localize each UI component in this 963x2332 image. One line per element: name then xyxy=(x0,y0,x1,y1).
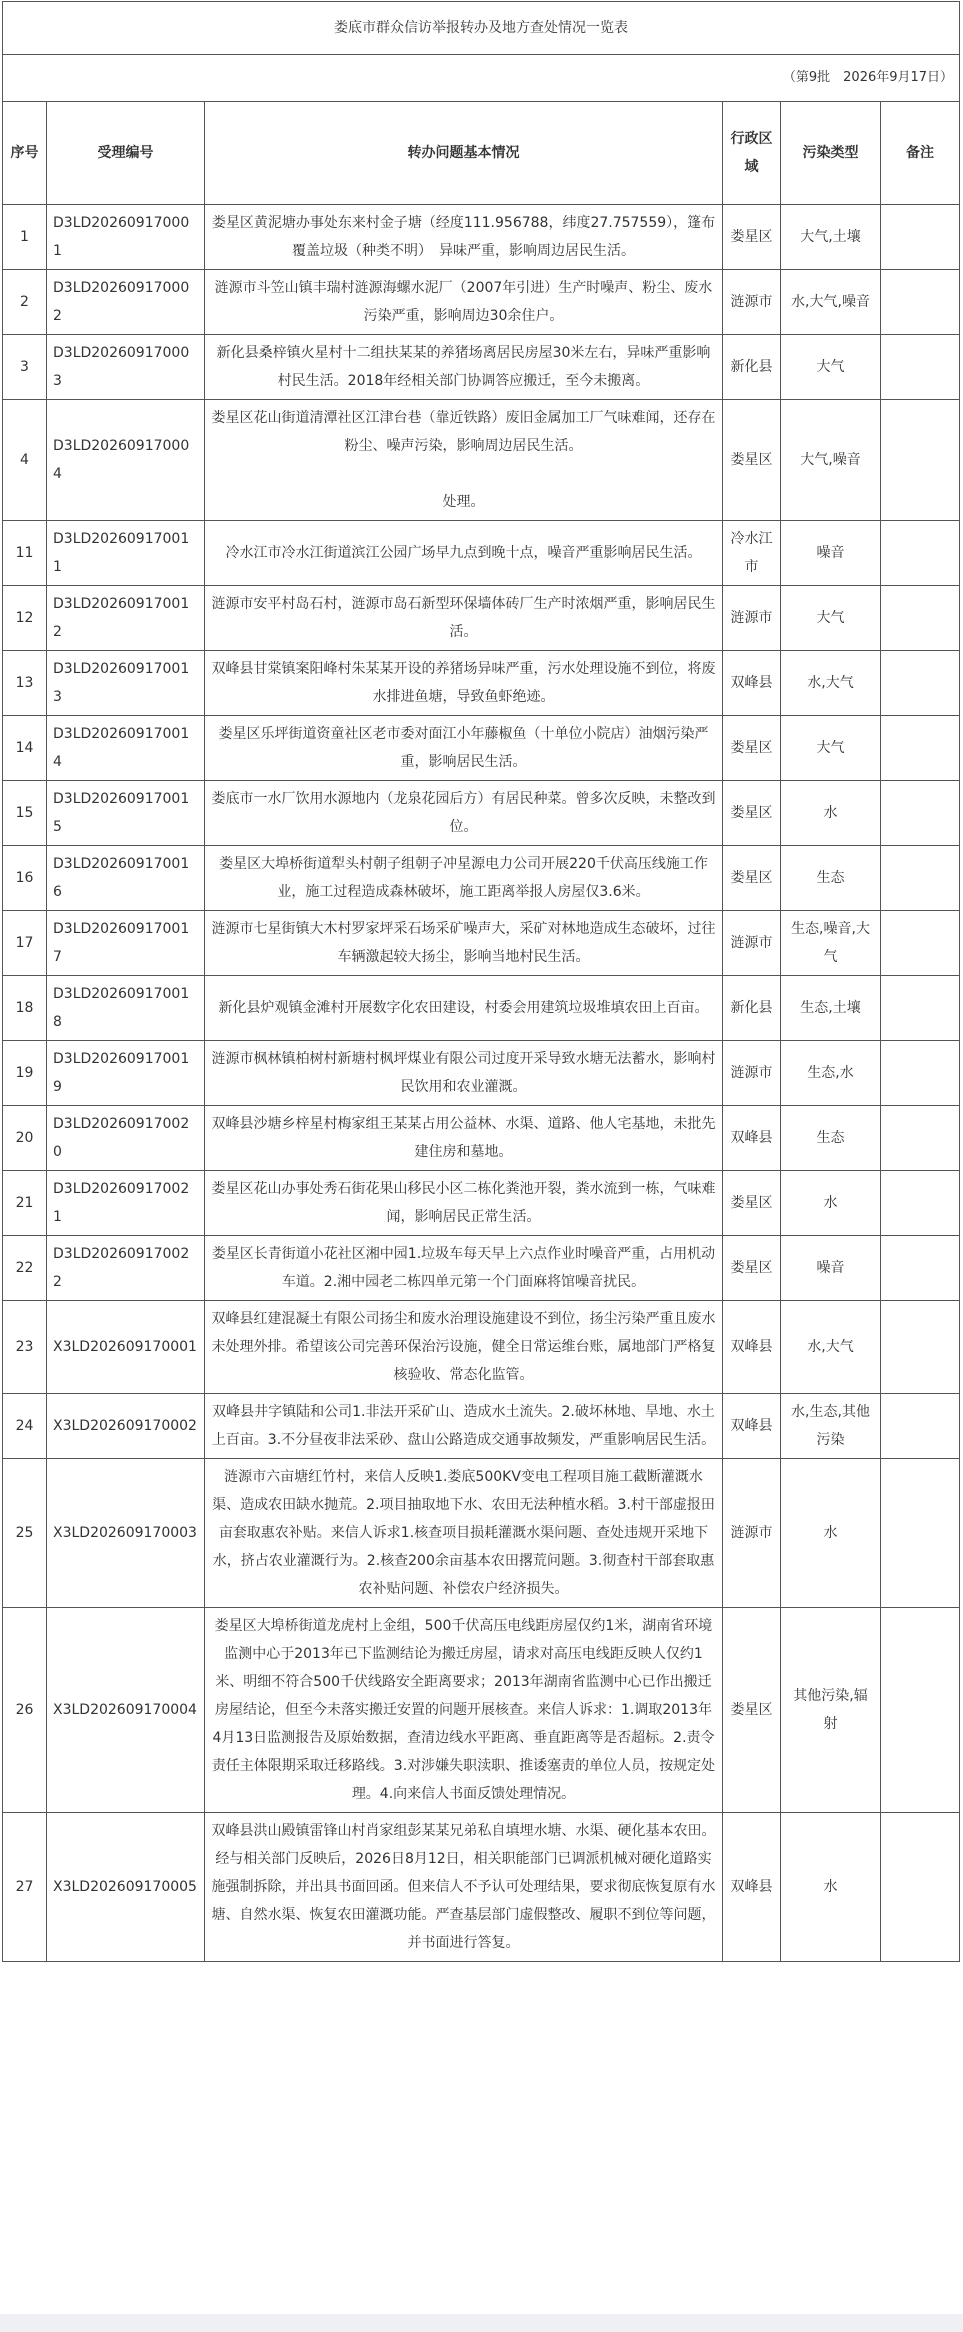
row-region: 娄星区 xyxy=(723,846,781,911)
row-no: 26 xyxy=(3,1608,47,1813)
row-remark xyxy=(881,1301,960,1394)
row-remark xyxy=(881,716,960,781)
row-no: 20 xyxy=(3,1106,47,1171)
row-remark xyxy=(881,1813,960,1962)
header-row xyxy=(3,102,960,205)
row-no: 4 xyxy=(3,400,47,521)
table-row xyxy=(3,586,960,651)
row-type: 噪音 xyxy=(781,521,881,586)
row-no: 1 xyxy=(3,205,47,270)
row-type: 生态 xyxy=(781,1106,881,1171)
row-region: 娄星区 xyxy=(723,716,781,781)
table-row xyxy=(3,1394,960,1459)
row-type: 生态,土壤 xyxy=(781,976,881,1041)
row-code: X3LD202609170004 xyxy=(47,1608,205,1813)
row-code: D3LD202609170016 xyxy=(47,846,205,911)
batch-date: （第9批 2026年9月17日） xyxy=(3,55,960,102)
row-region: 娄星区 xyxy=(723,205,781,270)
row-type: 水,生态,其他污染 xyxy=(781,1394,881,1459)
row-remark xyxy=(881,1608,960,1813)
table-row xyxy=(3,911,960,976)
row-code: X3LD202609170001 xyxy=(47,1301,205,1394)
row-desc: 涟源市七星街镇大木村罗家坪采石场采矿噪声大，采矿对林地造成生态破坏，过往车辆激起较大扬尘，影响当地村民生活。 xyxy=(205,911,723,976)
row-desc: 双峰县红建混凝土有限公司扬尘和废水治理设施建设不到位，扬尘污染严重且废水未处理外排。希望该公司完善环保治污设施，健全日常运维台账，属地部门严格复核验收、常态化监管。 xyxy=(205,1301,723,1394)
row-code: D3LD202609170022 xyxy=(47,1236,205,1301)
report-table xyxy=(2,1,960,1962)
table-row xyxy=(3,1041,960,1106)
row-remark xyxy=(881,1171,960,1236)
row-desc: 涟源市斗笠山镇丰瑞村涟源海螺水泥厂（2007年引进）生产时噪声、粉尘、废水污染严重，影响周边30余住户。 xyxy=(205,270,723,335)
row-region: 涟源市 xyxy=(723,911,781,976)
table-row xyxy=(3,1236,960,1301)
row-type: 水,大气 xyxy=(781,1301,881,1394)
row-region: 双峰县 xyxy=(723,651,781,716)
row-desc: 双峰县洪山殿镇雷锋山村肖家组彭某某兄弟私自填埋水塘、水渠、硬化基本农田。经与相关部门反映后，2026日8月12日，相关职能部门已调派机械对硬化道路实施强制拆除，并出具书面回函。但来信人不予认可处理结果，要求彻底恢复原有水塘、自然水渠、恢复农田灌溉功能。严查基层部门虚假整改、履职不到位等问题，并书面进行答复。 xyxy=(205,1813,723,1962)
header-no: 序号 xyxy=(3,102,47,205)
row-remark xyxy=(881,521,960,586)
row-desc: 娄星区大埠桥街道犁头村朝子组朝子冲星源电力公司开展220千伏高压线施工作业，施工过程造成森林破坏，施工距离举报人房屋仅3.6米。 xyxy=(205,846,723,911)
row-code: X3LD202609170003 xyxy=(47,1459,205,1608)
row-region: 双峰县 xyxy=(723,1301,781,1394)
table-row xyxy=(3,1813,960,1962)
table-row xyxy=(3,521,960,586)
row-region: 娄星区 xyxy=(723,1171,781,1236)
row-code: X3LD202609170005 xyxy=(47,1813,205,1962)
row-remark xyxy=(881,911,960,976)
row-region: 双峰县 xyxy=(723,1813,781,1962)
row-desc: 娄星区乐坪街道资童社区老市委对面江小年藤椒鱼（十单位小院店）油烟污染严重，影响居民生活。 xyxy=(205,716,723,781)
header-type: 污染类型 xyxy=(781,102,881,205)
row-desc: 涟源市六亩塘红竹村，来信人反映1.娄底500KV变电工程项目施工截断灌溉水渠、造成农田缺水抛荒。2.项目抽取地下水、农田无法种植水稻。3.村干部虚报田亩套取惠农补贴。来信人诉求1.核查项目损耗灌溉水渠问题、查处违规开采地下水，挤占农业灌溉行为。2.核查200余亩基本农田撂荒问题。3.彻查村干部套取惠农补贴问题、补偿农户经济损失。 xyxy=(205,1459,723,1608)
row-no: 3 xyxy=(3,335,47,400)
row-code: D3LD202609170015 xyxy=(47,781,205,846)
row-remark xyxy=(881,335,960,400)
row-region: 娄星区 xyxy=(723,400,781,521)
row-region: 新化县 xyxy=(723,335,781,400)
row-type: 大气 xyxy=(781,716,881,781)
row-desc: 娄底市一水厂饮用水源地内（龙泉花园后方）有居民种菜。曾多次反映，未整改到位。 xyxy=(205,781,723,846)
table-body xyxy=(3,205,960,1962)
table-row xyxy=(3,846,960,911)
row-desc: 冷水江市冷水江街道滨江公园广场早九点到晚十点，噪音严重影响居民生活。 xyxy=(205,521,723,586)
row-region: 娄星区 xyxy=(723,1236,781,1301)
row-type: 生态,水 xyxy=(781,1041,881,1106)
row-no: 12 xyxy=(3,586,47,651)
table-row xyxy=(3,716,960,781)
row-remark xyxy=(881,1236,960,1301)
row-no: 23 xyxy=(3,1301,47,1394)
row-type: 水 xyxy=(781,781,881,846)
row-no: 17 xyxy=(3,911,47,976)
header-desc: 转办问题基本情况 xyxy=(205,102,723,205)
row-remark xyxy=(881,1394,960,1459)
row-region: 涟源市 xyxy=(723,586,781,651)
row-no: 18 xyxy=(3,976,47,1041)
row-desc: 娄星区大埠桥街道龙虎村上金组，500千伏高压电线距房屋仅约1米，湖南省环境监测中心于2013年已下监测结论为搬迁房屋，请求对高压电线距反映人仅约1米、明细不符合500千伏线路安全距离要求；2013年湖南省监测中心已作出搬迁房屋结论，但至今未落实搬迁安置的问题开展核查。来信人诉求：1.调取2013年4月13日监测报告及原始数据，查清边线水平距离、垂直距离等是否超标。2.责令责任主体限期采取迁移路线。3.对涉嫌失职渎职、推诿塞责的单位人员，按规定处理。4.向来信人书面反馈处理情况。 xyxy=(205,1608,723,1813)
row-desc: 娄星区黄泥塘办事处东来村金子塘（经度111.956788，纬度27.757559），篷布覆盖垃圾（种类不明） 异味严重，影响周边居民生活。 xyxy=(205,205,723,270)
row-no: 14 xyxy=(3,716,47,781)
row-region: 涟源市 xyxy=(723,270,781,335)
row-no: 24 xyxy=(3,1394,47,1459)
table-row xyxy=(3,1171,960,1236)
table-row xyxy=(3,1106,960,1171)
row-code: X3LD202609170002 xyxy=(47,1394,205,1459)
table-row xyxy=(3,651,960,716)
row-desc: 新化县桑梓镇火星村十二组扶某某的养猪场离居民房屋30米左右，异味严重影响村民生活。2018年经相关部门协调答应搬迁，至今未搬离。 xyxy=(205,335,723,400)
row-remark xyxy=(881,651,960,716)
row-remark xyxy=(881,976,960,1041)
row-type: 水 xyxy=(781,1171,881,1236)
table-row xyxy=(3,205,960,270)
table-row xyxy=(3,976,960,1041)
row-type: 大气 xyxy=(781,335,881,400)
row-remark xyxy=(881,270,960,335)
row-desc: 涟源市安平村岛石村，涟源市岛石新型环保墙体砖厂生产时浓烟严重，影响居民生活。 xyxy=(205,586,723,651)
row-desc: 涟源市枫林镇柏树村新塘村枫坪煤业有限公司过度开采导致水塘无法蓄水，影响村民饮用和农业灌溉。 xyxy=(205,1041,723,1106)
row-desc: 双峰县甘棠镇案阳峰村朱某某开设的养猪场异味严重，污水处理设施不到位，将废水排进鱼塘，导致鱼虾绝迹。 xyxy=(205,651,723,716)
row-desc: 双峰县井字镇陆和公司1.非法开采矿山、造成水土流失。2.破坏林地、旱地、水土上百亩。3.不分昼夜非法采砂、盘山公路造成交通事故频发，严重影响居民生活。 xyxy=(205,1394,723,1459)
row-type: 大气,噪音 xyxy=(781,400,881,521)
row-type: 水 xyxy=(781,1459,881,1608)
table-title: 娄底市群众信访举报转办及地方查处情况一览表 xyxy=(3,2,960,55)
row-region: 娄星区 xyxy=(723,1608,781,1813)
row-code: D3LD202609170021 xyxy=(47,1171,205,1236)
table-row xyxy=(3,335,960,400)
table-row xyxy=(3,1608,960,1813)
row-remark xyxy=(881,1041,960,1106)
row-type: 噪音 xyxy=(781,1236,881,1301)
row-code: D3LD202609170018 xyxy=(47,976,205,1041)
row-desc: 娄星区花山街道清潭社区江津台巷（靠近铁路）废旧金属加工厂气味难闻，还存在粉尘、噪声污染，影响周边居民生活。 处理。 xyxy=(205,400,723,521)
row-code: D3LD202609170002 xyxy=(47,270,205,335)
row-code: D3LD202609170013 xyxy=(47,651,205,716)
header-region: 行政区域 xyxy=(723,102,781,205)
row-region: 涟源市 xyxy=(723,1459,781,1608)
row-region: 双峰县 xyxy=(723,1106,781,1171)
row-region: 冷水江市 xyxy=(723,521,781,586)
row-no: 13 xyxy=(3,651,47,716)
row-code: D3LD202609170004 xyxy=(47,400,205,521)
row-region: 娄星区 xyxy=(723,781,781,846)
row-remark xyxy=(881,846,960,911)
row-no: 21 xyxy=(3,1171,47,1236)
row-no: 19 xyxy=(3,1041,47,1106)
row-desc: 新化县炉观镇金滩村开展数字化农田建设，村委会用建筑垃圾堆填农田上百亩。 xyxy=(205,976,723,1041)
row-remark xyxy=(881,586,960,651)
row-no: 2 xyxy=(3,270,47,335)
row-type: 水 xyxy=(781,1813,881,1962)
row-no: 11 xyxy=(3,521,47,586)
row-region: 新化县 xyxy=(723,976,781,1041)
row-remark xyxy=(881,1106,960,1171)
row-code: D3LD202609170014 xyxy=(47,716,205,781)
row-no: 27 xyxy=(3,1813,47,1962)
row-type: 生态 xyxy=(781,846,881,911)
row-type: 大气,土壤 xyxy=(781,205,881,270)
table-row xyxy=(3,781,960,846)
row-no: 16 xyxy=(3,846,47,911)
row-desc: 娄星区长青街道小花社区湘中园1.垃圾车每天早上六点作业时噪音严重，占用机动车道。2.湘中园老二栋四单元第一个门面麻将馆噪音扰民。 xyxy=(205,1236,723,1301)
row-region: 双峰县 xyxy=(723,1394,781,1459)
table-row xyxy=(3,1459,960,1608)
row-type: 其他污染,辐射 xyxy=(781,1608,881,1813)
row-code: D3LD202609170003 xyxy=(47,335,205,400)
row-no: 25 xyxy=(3,1459,47,1608)
row-no: 22 xyxy=(3,1236,47,1301)
row-code: D3LD202609170020 xyxy=(47,1106,205,1171)
row-no: 15 xyxy=(3,781,47,846)
row-type: 水,大气 xyxy=(781,651,881,716)
row-remark xyxy=(881,1459,960,1608)
row-code: D3LD202609170012 xyxy=(47,586,205,651)
row-type: 大气 xyxy=(781,586,881,651)
row-code: D3LD202609170019 xyxy=(47,1041,205,1106)
row-remark xyxy=(881,781,960,846)
row-region: 涟源市 xyxy=(723,1041,781,1106)
row-desc: 娄星区花山办事处秀石街花果山移民小区二栋化粪池开裂，粪水流到一栋，气味难闻，影响居民正常生活。 xyxy=(205,1171,723,1236)
row-code: D3LD202609170011 xyxy=(47,521,205,586)
row-code: D3LD202609170017 xyxy=(47,911,205,976)
row-type: 生态,噪音,大气 xyxy=(781,911,881,976)
bottom-bar xyxy=(0,2314,963,2332)
row-remark xyxy=(881,205,960,270)
table-row xyxy=(3,400,960,521)
row-type: 水,大气,噪音 xyxy=(781,270,881,335)
table-row xyxy=(3,270,960,335)
row-remark xyxy=(881,400,960,521)
row-code: D3LD202609170001 xyxy=(47,205,205,270)
table-row xyxy=(3,1301,960,1394)
header-code: 受理编号 xyxy=(47,102,205,205)
header-remark: 备注 xyxy=(881,102,960,205)
row-desc: 双峰县沙塘乡梓星村梅家组王某某占用公益林、水渠、道路、他人宅基地，未批先建住房和墓地。 xyxy=(205,1106,723,1171)
